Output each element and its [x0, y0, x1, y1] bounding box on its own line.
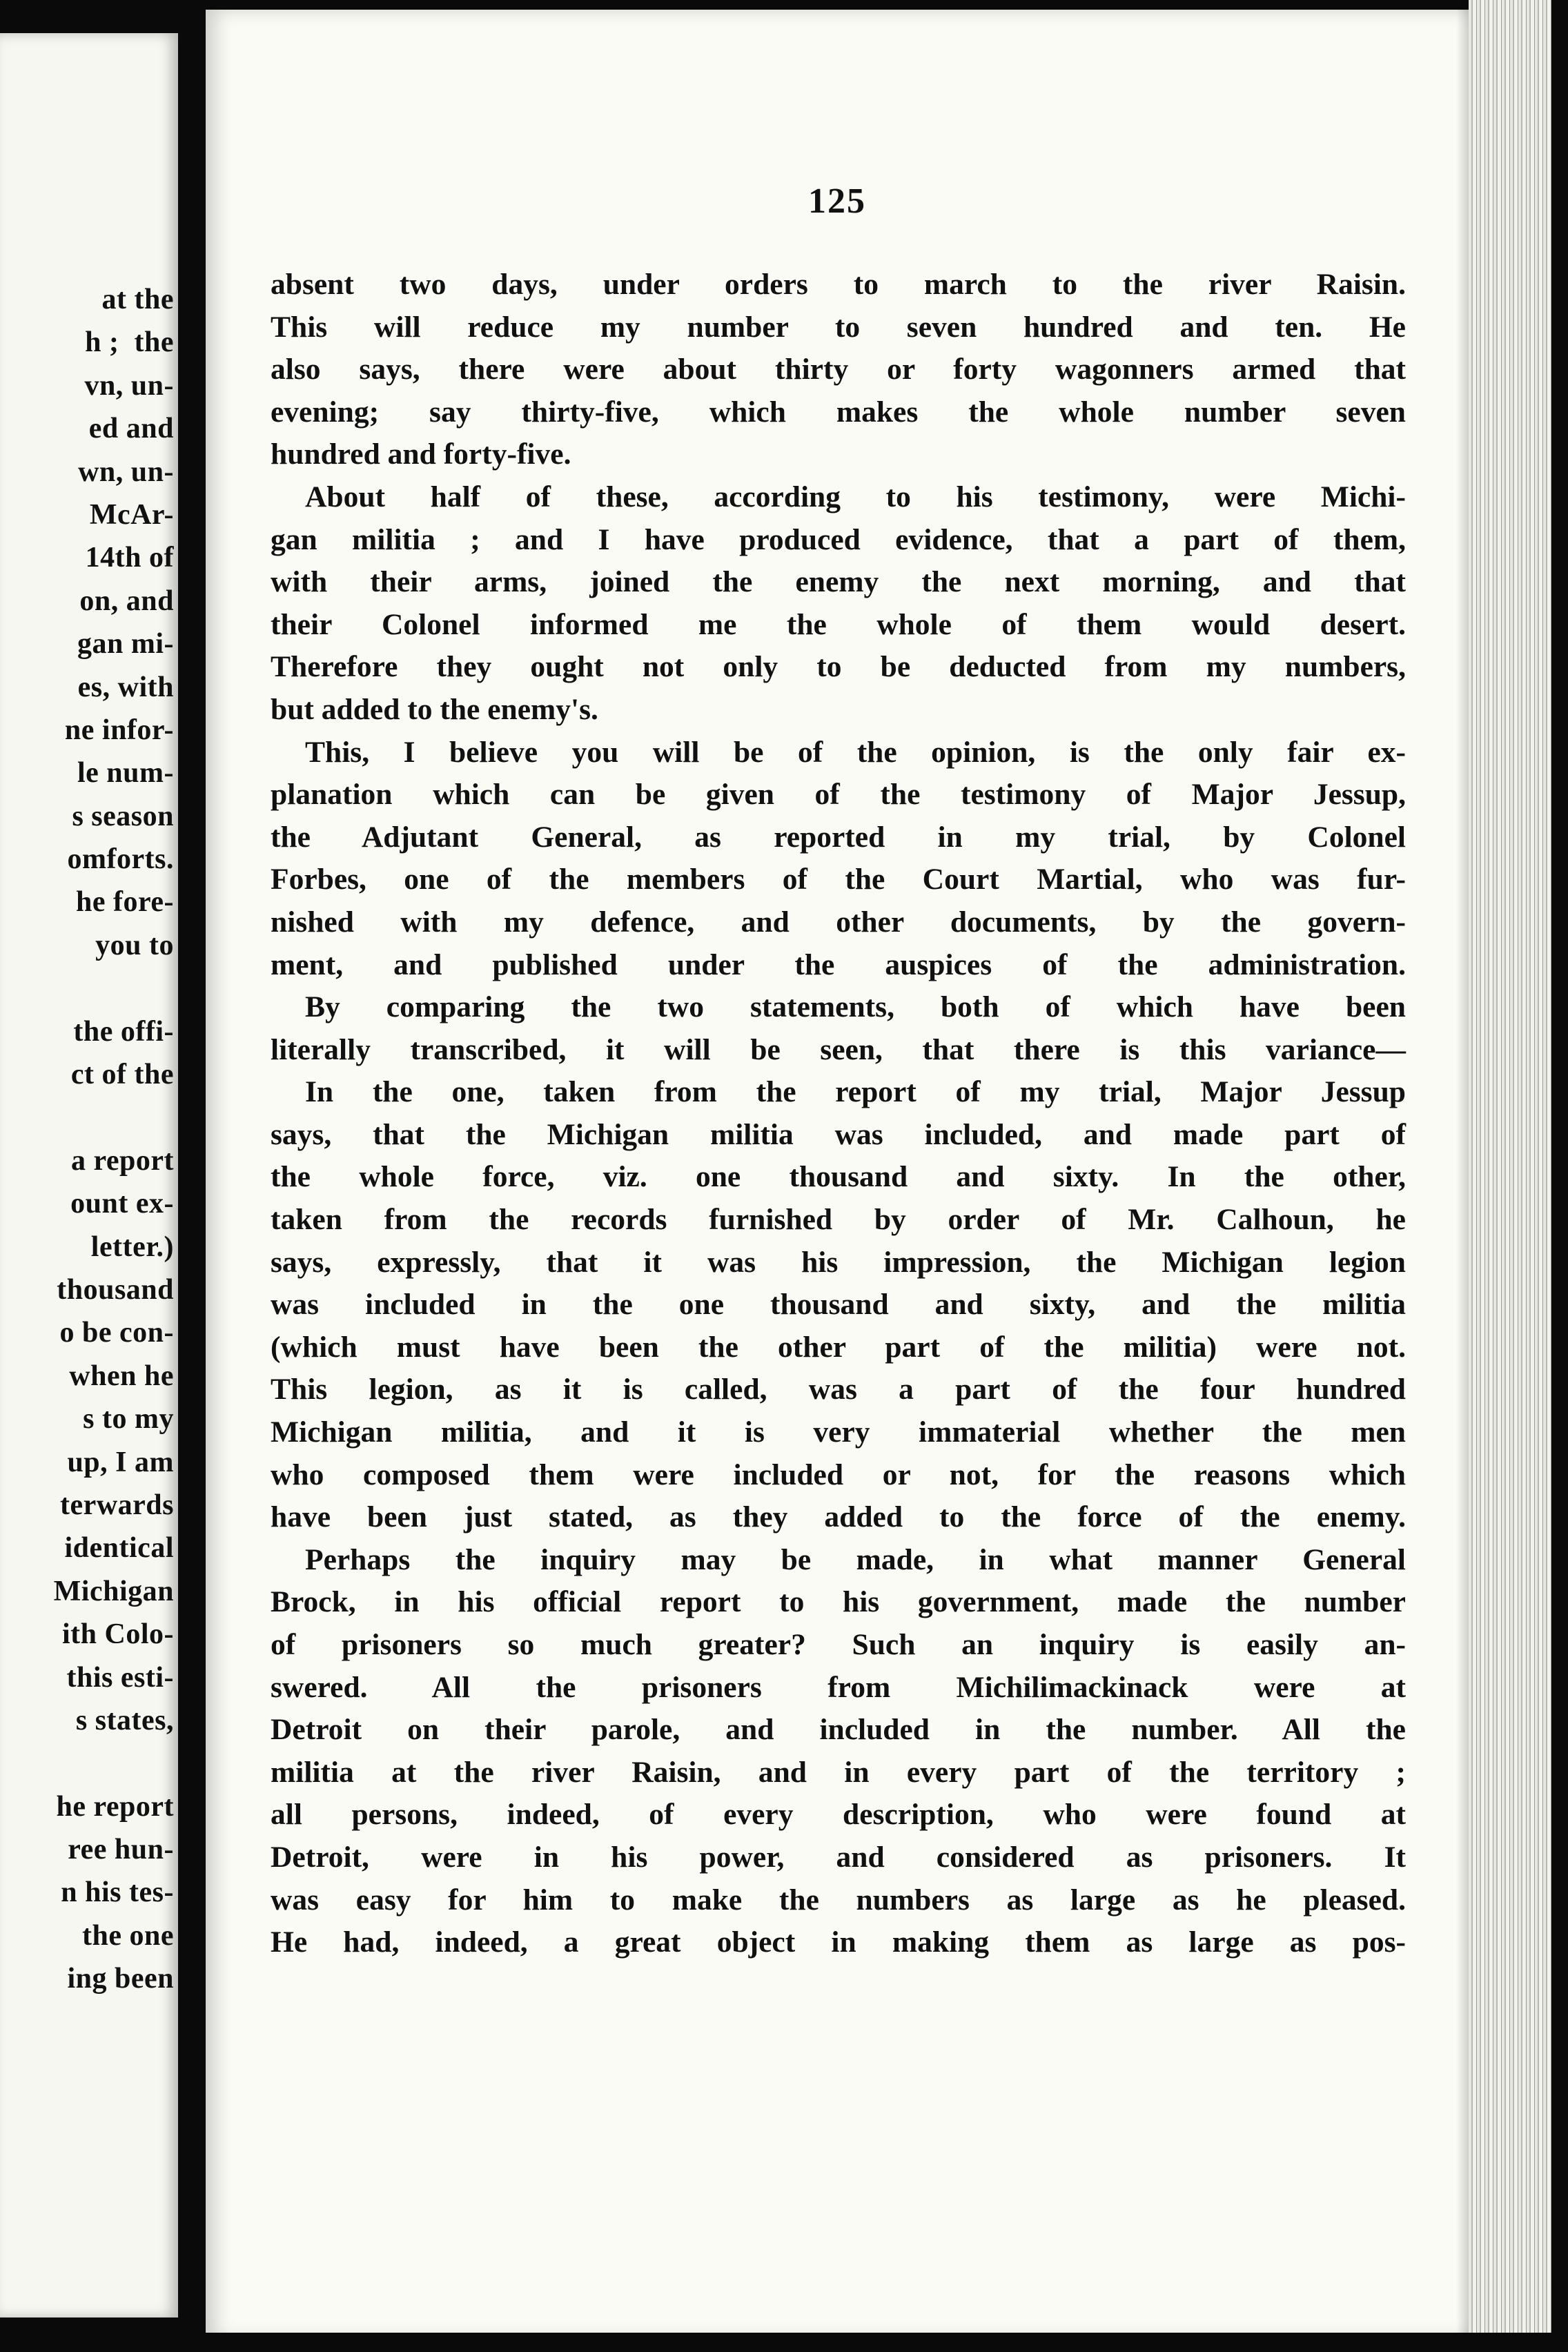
text-line: have been just stated, as they added to the force of the enemy.: [271, 1500, 1406, 1534]
left-page-line: vn, un-: [84, 369, 174, 402]
text-line: their Colonel informed me the whole of them would desert.: [271, 607, 1406, 641]
text-line: says, expressly, that it was his impression, the Michigan legion: [271, 1245, 1406, 1279]
text-line: of prisoners so much greater? Such an inquiry is easily an-: [271, 1628, 1406, 1661]
text-line: the whole force, viz. one thousand and sixty. In the other,: [271, 1160, 1406, 1194]
left-page-line: the one: [82, 1919, 174, 1952]
left-page-line: up, I am: [67, 1446, 174, 1478]
body-text: [271, 264, 1406, 1964]
text-line: all persons, indeed, of every description, who were found at: [271, 1798, 1406, 1832]
left-page-line: ed and: [88, 413, 174, 445]
left-page-line: Michigan: [53, 1575, 174, 1607]
paragraph-first-line: In the one, taken from the report of my trial, Major Jessup: [305, 1075, 1406, 1109]
left-page-line: he report: [56, 1790, 174, 1823]
left-page-line: on, and: [79, 585, 174, 617]
left-page-line: ount ex-: [70, 1188, 174, 1220]
left-page-line: this esti-: [66, 1661, 174, 1694]
text-line: absent two days, under orders to march to the river Raisin.: [271, 268, 1406, 301]
left-page-line: when he: [69, 1360, 174, 1392]
text-line: the Adjutant General, as reported in my trial, by Colonel: [271, 820, 1406, 854]
text-line: evening; say thirty-five, which makes the whole number seven: [271, 395, 1406, 429]
left-page-line: omforts.: [67, 843, 174, 876]
text-line: Forbes, one of the members of the Court Martial, who was fur-: [271, 863, 1406, 896]
left-page-line: the offi-: [73, 1015, 174, 1048]
text-line: with their arms, joined the enemy the next morning, and that: [271, 565, 1406, 599]
text-line: militia at the river Raisin, and in every part of the territory ;: [271, 1755, 1406, 1789]
text-line: nished with my defence, and other documents, by the govern-: [271, 905, 1406, 939]
text-line: ment, and published under the auspices of the administration.: [271, 948, 1406, 981]
left-page-line: ne infor-: [64, 714, 174, 746]
left-page-line: you to: [95, 929, 174, 961]
text-line: says, that the Michigan militia was included, and made part of: [271, 1117, 1406, 1151]
text-line: This will reduce my number to seven hundred and ten. He: [271, 310, 1406, 344]
left-page-line: ree hun-: [68, 1834, 174, 1866]
left-page-line: wn, un-: [78, 455, 174, 488]
text-line: but added to the enemy's.: [271, 692, 598, 726]
left-page-line: s season: [72, 800, 174, 832]
page-number: 125: [808, 182, 866, 221]
text-line: planation which can be given of the testimony of Major Jessup,: [271, 778, 1406, 812]
text-line: Brock, in his official report to his government, made the number: [271, 1585, 1406, 1619]
left-page-line: s states,: [75, 1704, 174, 1736]
text-line: who composed them were included or not, for the reasons which: [271, 1458, 1406, 1491]
paragraph-first-line: By comparing the two statements, both of which have been: [305, 990, 1406, 1024]
left-page-line: h ; the: [85, 326, 174, 359]
left-page-line: ing been: [67, 1963, 174, 1995]
text-line: was included in the one thousand and sixty, and the militia: [271, 1288, 1406, 1322]
left-page-line: ct of the: [70, 1059, 174, 1091]
left-page-line: McAr-: [89, 498, 174, 531]
left-page-line: n his tes-: [61, 1876, 174, 1909]
left-page-line: a report: [70, 1144, 174, 1177]
left-page-line: [0, 967, 174, 1010]
main-page: [206, 10, 1469, 2339]
text-line: taken from the records furnished by order of Mr. Calhoun, he: [271, 1203, 1406, 1237]
left-page-line: terwards: [60, 1489, 174, 1521]
left-facing-page: [0, 33, 178, 2317]
left-page-line: 14th of: [85, 542, 174, 574]
left-page-line: letter.): [90, 1231, 174, 1263]
left-page-line: [0, 1096, 174, 1139]
paragraph-first-line: About half of these, according to his testimony, were Michi-: [305, 480, 1406, 513]
left-page-line: ith Colo-: [62, 1618, 174, 1651]
text-line: Detroit, were in his power, and considered as prisoners. It: [271, 1840, 1406, 1874]
paragraph-first-line: This, I believe you will be of the opinion, is the only fair ex-: [305, 735, 1406, 769]
page-edge-stack: [1469, 0, 1551, 2352]
paragraph-first-line: Perhaps the inquiry may be made, in what manner General: [305, 1542, 1406, 1576]
left-page-line: identical: [64, 1532, 174, 1565]
text-line: He had, indeed, a great object in making them as large as pos-: [271, 1925, 1406, 1959]
left-page-line: at the: [101, 284, 174, 315]
left-page-line: le num-: [77, 757, 174, 790]
text-line: This legion, as it is called, was a part of the four hundred: [271, 1373, 1406, 1407]
text-line: also says, there were about thirty or forty wagonners armed that: [271, 353, 1406, 386]
left-page-line: thousand: [57, 1273, 174, 1306]
text-line: was easy for him to make the numbers as large as he pleased.: [271, 1883, 1406, 1917]
text-line: hundred and forty-five.: [271, 438, 571, 471]
text-line: Therefore they ought not only to be deducted from my numbers,: [271, 650, 1406, 684]
left-page-text-fragments: [0, 278, 174, 2001]
left-page-line: es, with: [77, 671, 174, 703]
left-page-line: he fore-: [76, 886, 174, 919]
text-line: swered. All the prisoners from Michilimackinack were at: [271, 1670, 1406, 1704]
text-line: (which must have been the other part of the militia) were not.: [271, 1330, 1406, 1364]
left-page-line: s to my: [83, 1403, 174, 1435]
text-line: Michigan militia, and it is very immaterial whether the men: [271, 1415, 1406, 1449]
left-page-line: gan mi-: [77, 628, 174, 660]
left-page-line: o be con-: [59, 1317, 174, 1349]
left-page-line: [0, 1742, 174, 1785]
text-line: Detroit on their parole, and included in the number. All the: [271, 1713, 1406, 1747]
text-line: gan militia ; and I have produced evidence, that a part of them,: [271, 522, 1406, 556]
text-line: literally transcribed, it will be seen, that there is this variance—: [271, 1032, 1406, 1066]
scan-bottom-border: [0, 2333, 1568, 2352]
